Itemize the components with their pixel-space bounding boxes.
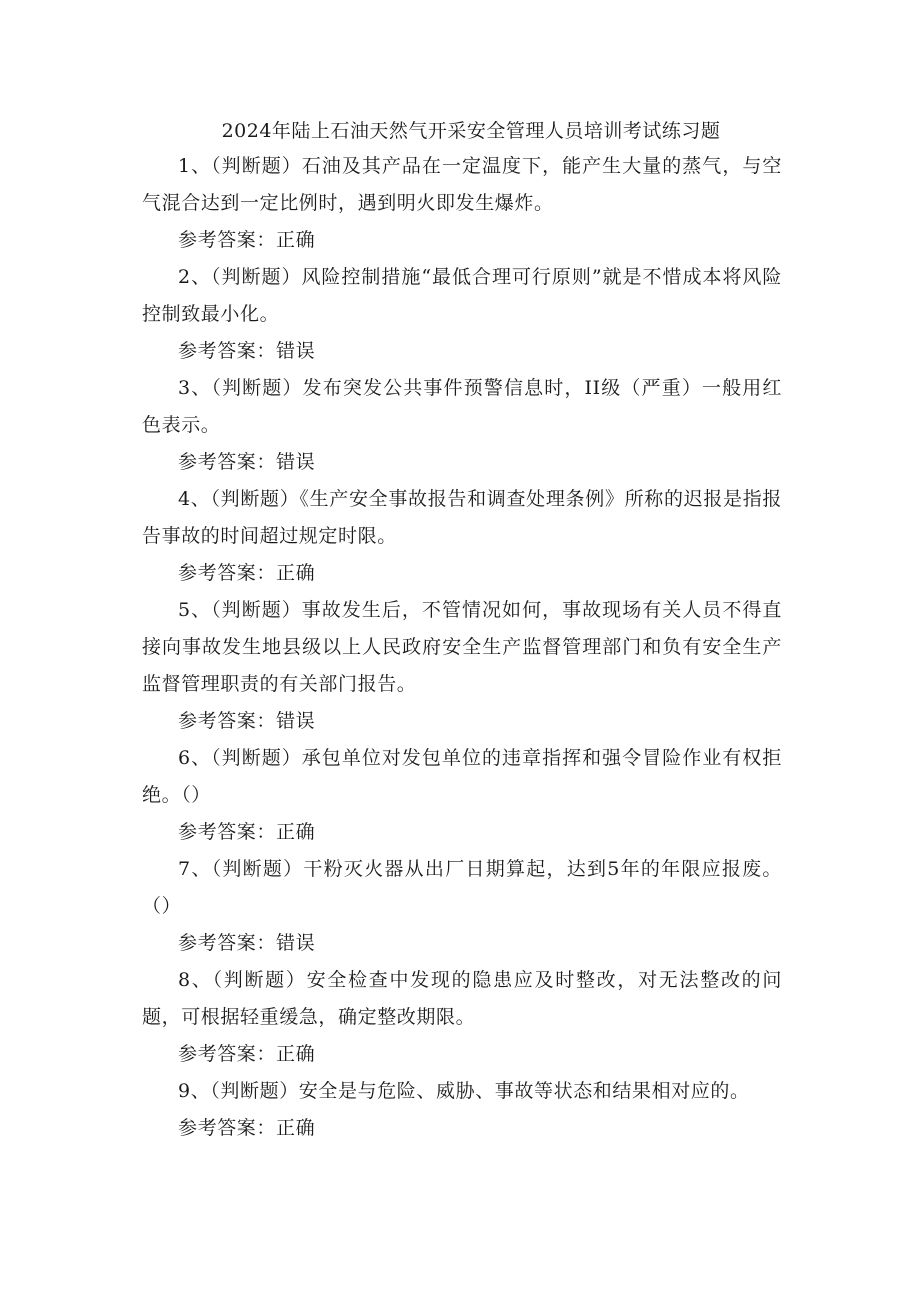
answer-prefix: 参考答案： bbox=[178, 451, 277, 473]
answer-line bbox=[178, 555, 782, 592]
question-text: 5、（判断题）事故发生后，不管情况如何，事故现场有关人员不得直接向事故发生地县级以上人民政府安全生产监督管理部门和负有安全生产监督管理职责的有关部门报告。 bbox=[142, 599, 782, 695]
question-text: 4、（判断题）《生产安全事故报告和调查处理条例》所称的迟报是指报告事故的时间超过规定时限。 bbox=[142, 488, 782, 547]
question-text: 6、（判断题）承包单位对发包单位的违章指挥和强令冒险作业有权拒绝。（） bbox=[142, 747, 782, 806]
answer-line bbox=[178, 703, 782, 740]
question-text: 2、（判断题）风险控制措施“最低合理可行原则”就是不惜成本将风险控制致最小化。 bbox=[142, 266, 782, 325]
question-text: 3、（判断题）发布突发公共事件预警信息时，II级（严重）一般用红色表示。 bbox=[142, 377, 782, 436]
answer-prefix: 参考答案： bbox=[178, 710, 277, 732]
answer-line bbox=[178, 1110, 782, 1147]
answer-prefix: 参考答案： bbox=[178, 340, 277, 362]
question-text: 1、（判断题）石油及其产品在一定温度下，能产生大量的蒸气，与空气混合达到一定比例时，遇到明火即发生爆炸。 bbox=[142, 155, 782, 214]
question-item bbox=[142, 148, 782, 259]
answer-value: 错误 bbox=[276, 451, 316, 473]
answer-prefix: 参考答案： bbox=[178, 821, 277, 843]
answer-value: 错误 bbox=[276, 340, 316, 362]
answer-line bbox=[178, 444, 782, 481]
question-item bbox=[142, 740, 782, 851]
question-text: 7、（判断题）干粉灭火器从出厂日期算起，达到5年的年限应报废。（） bbox=[142, 858, 782, 917]
answer-line bbox=[178, 222, 782, 259]
answer-value: 正确 bbox=[276, 1043, 316, 1065]
answer-prefix: 参考答案： bbox=[178, 1043, 277, 1065]
question-item bbox=[142, 1073, 782, 1147]
document-body bbox=[142, 116, 782, 1147]
answer-value: 错误 bbox=[276, 710, 316, 732]
question-item bbox=[142, 851, 782, 962]
answer-value: 正确 bbox=[276, 821, 316, 843]
answer-line bbox=[178, 333, 782, 370]
answer-value: 错误 bbox=[276, 932, 316, 954]
question-item bbox=[142, 592, 782, 740]
answer-value: 正确 bbox=[276, 229, 316, 251]
answer-line bbox=[178, 1036, 782, 1073]
answer-prefix: 参考答案： bbox=[178, 932, 277, 954]
document-title: 2024年陆上石油天然气开采安全管理人员培训考试练习题 bbox=[221, 120, 721, 142]
answer-line bbox=[178, 814, 782, 851]
answer-value: 正确 bbox=[276, 1117, 316, 1139]
answer-prefix: 参考答案： bbox=[178, 562, 277, 584]
answer-line bbox=[178, 925, 782, 962]
answer-prefix: 参考答案： bbox=[178, 229, 277, 251]
answer-value: 正确 bbox=[276, 562, 316, 584]
answer-prefix: 参考答案： bbox=[178, 1117, 277, 1139]
question-text: 8、（判断题）安全检查中发现的隐患应及时整改，对无法整改的问题，可根据轻重缓急，确定整改期限。 bbox=[142, 969, 782, 1028]
question-item bbox=[142, 259, 782, 370]
question-text: 9、（判断题）安全是与危险、威胁、事故等状态和结果相对应的。 bbox=[178, 1080, 750, 1102]
question-item bbox=[142, 370, 782, 481]
question-item bbox=[142, 481, 782, 592]
question-item bbox=[142, 962, 782, 1073]
